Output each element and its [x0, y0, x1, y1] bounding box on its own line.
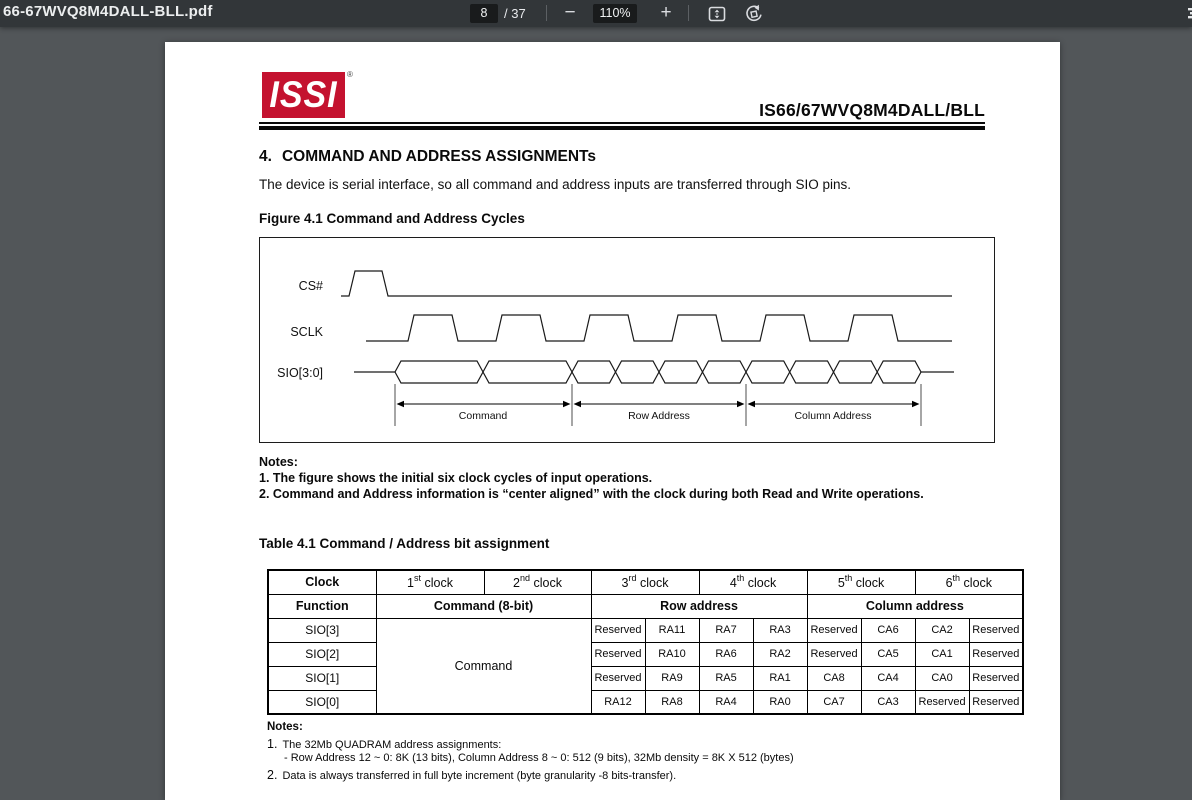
figure-note-item: 2. Command and Address information is “center aligned” with the clock during both Read and Write operations.: [259, 487, 924, 501]
table-note-1-detail: - Row Address 12 ~ 0: 8K (13 bits), Column Address 8 ~ 0: 512 (9 bits), 32Mb density = 8K X 512 (bytes): [284, 752, 794, 764]
phase-label-command: Command: [458, 410, 508, 422]
table-cell: RA7: [699, 618, 753, 642]
table-cell: Reserved: [591, 618, 645, 642]
header-rule-thin: [259, 122, 985, 124]
table-cell: RA6: [699, 642, 753, 666]
sio-label-cell: SIO[0]: [268, 690, 376, 714]
part-number-title: IS66/67WVQ8M4DALL/BLL: [759, 100, 985, 120]
table-cell: RA4: [699, 690, 753, 714]
intro-paragraph: The device is serial interface, so all command and address inputs are transferred through SIO pins.: [259, 177, 852, 192]
table-cell: CA1: [915, 642, 969, 666]
table-corner-clock: Clock: [268, 570, 376, 594]
table-cell: Reserved: [969, 618, 1023, 642]
rotate-counterclockwise-icon[interactable]: [744, 4, 764, 24]
fit-to-page-icon[interactable]: [707, 4, 727, 24]
table-cell: CA4: [861, 666, 915, 690]
clock-header-cell: 4th clock: [699, 570, 807, 594]
function-group-cell: Command (8-bit): [376, 594, 591, 618]
section-heading: [259, 148, 596, 166]
clock-header-cell: 6th clock: [915, 570, 1023, 594]
table-cell: RA0: [753, 690, 807, 714]
table-cell: Reserved: [591, 666, 645, 690]
clock-header-cell: 5th clock: [807, 570, 915, 594]
table-cell: RA11: [645, 618, 699, 642]
table-cell: CA2: [915, 618, 969, 642]
bit-assignment-table-wrap: [267, 569, 1024, 715]
table-cell: CA7: [807, 690, 861, 714]
function-group-cell: Column address: [807, 594, 1023, 618]
table-cell: RA8: [645, 690, 699, 714]
signal-label-sio: SIO[3:0]: [277, 366, 323, 380]
table-corner-function: Function: [268, 594, 376, 618]
cs-waveform: [341, 271, 952, 296]
pdf-page: [165, 42, 1060, 800]
table-cell: RA10: [645, 642, 699, 666]
table-note-2-text: Data is always transferred in full byte increment (byte granularity -8 bits-transfer).: [282, 770, 677, 782]
sio-label-cell: SIO[3]: [268, 618, 376, 642]
table-cell: Reserved: [969, 690, 1023, 714]
figure-note-item: 1. The figure shows the initial six clock cycles of input operations.: [259, 471, 653, 485]
timing-diagram-svg: [260, 238, 993, 441]
table-cell: RA5: [699, 666, 753, 690]
table-row: [268, 618, 1023, 642]
table-notes-title: Notes:: [267, 721, 303, 733]
table-cell: CA6: [861, 618, 915, 642]
table-note-1-number: 1.: [267, 737, 278, 751]
figure-notes-list: [259, 470, 924, 502]
signal-label-cs: CS#: [298, 279, 323, 293]
table-note-2-number: 2.: [267, 768, 278, 782]
page-number-input[interactable]: 8: [470, 4, 498, 23]
pdf-toolbar: [0, 0, 1192, 27]
figure-caption: Figure 4.1 Command and Address Cycles: [259, 211, 525, 226]
table-cell: RA9: [645, 666, 699, 690]
pdf-filename: 66-67WVQ8M4DALL-BLL.pdf: [3, 3, 213, 20]
section-title: COMMAND AND ADDRESS ASSIGNMENTs: [281, 148, 596, 165]
sclk-waveform: [366, 315, 952, 341]
toolbar-divider: [546, 5, 547, 21]
command-merged-cell: Command: [376, 618, 591, 714]
table-note-1-text: The 32Mb QUADRAM address assignments:: [282, 739, 502, 751]
table-cell: RA3: [753, 618, 807, 642]
section-number: 4.: [259, 148, 272, 165]
table-cell: Reserved: [807, 642, 861, 666]
table-cell: CA8: [807, 666, 861, 690]
zoom-out-button[interactable]: −: [564, 2, 576, 23]
sio-label-cell: SIO[1]: [268, 666, 376, 690]
zoom-in-button[interactable]: +: [660, 2, 672, 23]
timing-diagram-figure: [259, 237, 995, 443]
phase-label-column-address: Column Address: [794, 410, 872, 422]
figure-notes-title: Notes:: [259, 455, 298, 469]
table-cell: RA1: [753, 666, 807, 690]
clock-header-cell: 3rd clock: [591, 570, 699, 594]
pdf-viewer-canvas[interactable]: [0, 27, 1192, 800]
table-cell: CA3: [861, 690, 915, 714]
sio-bus-segments: [395, 361, 921, 383]
clock-header-cell: 2nd clock: [484, 570, 591, 594]
registered-trademark: ®: [347, 70, 353, 79]
table-cell: Reserved: [591, 642, 645, 666]
table-caption: Table 4.1 Command / Address bit assignment: [259, 536, 550, 551]
clock-header-cell: 1st clock: [376, 570, 484, 594]
signal-label-sclk: SCLK: [290, 325, 323, 339]
overflow-fragment-icon[interactable]: [1184, 7, 1192, 20]
issi-logo: [262, 72, 345, 118]
toolbar-divider: [688, 5, 689, 21]
issi-logo-text: ISSI: [269, 73, 338, 115]
table-header-row-clock: [268, 570, 1023, 594]
table-cell: RA12: [591, 690, 645, 714]
table-cell: Reserved: [969, 666, 1023, 690]
table-cell: CA5: [861, 642, 915, 666]
table-cell: Reserved: [969, 642, 1023, 666]
table-cell: Reserved: [915, 690, 969, 714]
table-cell: RA2: [753, 642, 807, 666]
figure-notes: [259, 454, 924, 502]
zoom-level-input[interactable]: 110%: [593, 4, 637, 23]
page-total-label: / 37: [504, 6, 526, 21]
table-notes: [267, 721, 794, 782]
bit-assignment-table: [267, 569, 1024, 715]
sio-label-cell: SIO[2]: [268, 642, 376, 666]
table-cell: Reserved: [807, 618, 861, 642]
table-cell: CA0: [915, 666, 969, 690]
header-rule-thick: [259, 126, 985, 130]
phase-label-row-address: Row Address: [628, 410, 690, 422]
function-group-cell: Row address: [591, 594, 807, 618]
table-header-row-function: [268, 594, 1023, 618]
